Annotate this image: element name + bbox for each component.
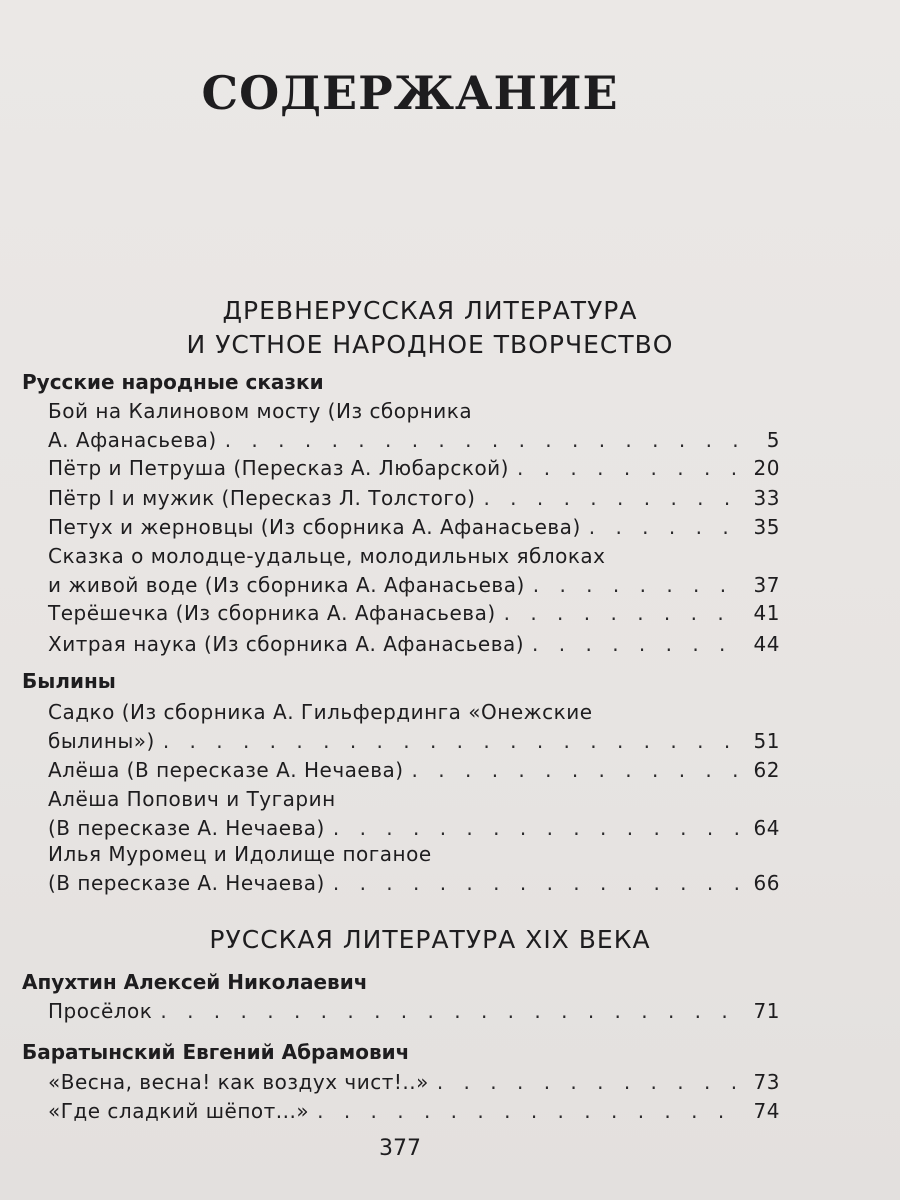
dot-leader (225, 426, 746, 455)
dot-leader (437, 1068, 746, 1097)
dot-leader (160, 997, 745, 1026)
entry-title-line: Садко (Из сборника А. Гильфердинга «Онежские (48, 700, 593, 724)
entry-title: (В пересказе А. Нечаева) (48, 871, 325, 895)
toc-entry[interactable] (48, 698, 780, 756)
toc-entry[interactable] (48, 630, 780, 659)
dot-leader (483, 484, 745, 513)
entry-page-number: 44 (753, 632, 780, 656)
toc-entry[interactable] (48, 513, 780, 542)
entry-title: Пётр и Петруша (Пересказ А. Любарской) (48, 456, 509, 480)
entry-page-number: 41 (753, 601, 780, 625)
toc-entry[interactable] (48, 599, 780, 628)
entry-title: Хитрая наука (Из сборника А. Афанасьева) (48, 632, 525, 656)
section-heading-line: РУССКАЯ ЛИТЕРАТУРА XIX ВЕКА (209, 925, 651, 954)
entry-title: «Где сладкий шёпот...» (48, 1099, 310, 1123)
entry-page-number: 66 (753, 871, 780, 895)
entry-title-line: Алёша Попович и Тугарин (48, 787, 336, 811)
toc-entry[interactable] (48, 1068, 780, 1097)
entry-title: Просёлок (48, 999, 153, 1023)
entry-title: А. Афанасьева) (48, 428, 217, 452)
group-heading-byliny: Былины (22, 669, 116, 693)
toc-entry[interactable] (48, 484, 780, 513)
dot-leader (532, 630, 746, 659)
page-number: 377 (379, 1136, 421, 1161)
page-title: СОДЕРЖАНИЕ (201, 66, 619, 120)
entry-page-number: 33 (753, 486, 780, 510)
entry-page-number: 62 (753, 758, 780, 782)
dot-leader (333, 814, 746, 843)
entry-title: Петух и жерновцы (Из сборника А. Афанасьева) (48, 515, 581, 539)
toc-entry[interactable] (48, 840, 780, 898)
toc-entry[interactable] (48, 756, 780, 785)
entry-page-number: 5 (766, 428, 780, 452)
section-heading-old-russian (0, 294, 860, 362)
entry-title: Терёшечка (Из сборника А. Афанасьева) (48, 601, 496, 625)
dot-leader (317, 1097, 745, 1126)
entry-title: и живой воде (Из сборника А. Афанасьева) (48, 573, 525, 597)
entry-page-number: 37 (753, 573, 780, 597)
toc-entry[interactable] (48, 454, 780, 483)
entry-title: Алёша (В пересказе А. Нечаева) (48, 758, 404, 782)
dot-leader (504, 599, 746, 628)
dot-leader (333, 869, 746, 898)
entry-page-number: 74 (753, 1099, 780, 1123)
entry-page-number: 51 (753, 729, 780, 753)
section-heading-line: И УСТНОЕ НАРОДНОЕ ТВОРЧЕСТВО (186, 330, 674, 359)
author-heading-baratynsky: Баратынский Евгений Абрамович (22, 1040, 410, 1064)
toc-entry[interactable] (48, 1097, 780, 1126)
toc-entry[interactable] (48, 397, 780, 455)
dot-leader (589, 513, 746, 542)
entry-page-number: 20 (753, 456, 780, 480)
toc-entry[interactable] (48, 997, 780, 1026)
entry-title-line: Илья Муромец и Идолище поганое (48, 842, 432, 866)
section-heading-19th-century (0, 923, 860, 957)
dot-leader (517, 454, 746, 483)
entry-title-line: Бой на Калиновом мосту (Из сборника (48, 399, 473, 423)
entry-title: «Весна, весна! как воздух чист!..» (48, 1070, 429, 1094)
author-heading-apukhtin: Апухтин Алексей Николаевич (22, 970, 368, 994)
entry-title: Пётр I и мужик (Пересказ Л. Толстого) (48, 486, 476, 510)
entry-page-number: 73 (753, 1070, 780, 1094)
entry-page-number: 64 (753, 816, 780, 840)
dot-leader (412, 756, 746, 785)
toc-entry[interactable] (48, 542, 780, 600)
entry-title: (В пересказе А. Нечаева) (48, 816, 325, 840)
group-heading-folk-tales: Русские народные сказки (22, 370, 324, 394)
toc-entry[interactable] (48, 785, 780, 843)
entry-page-number: 35 (753, 515, 780, 539)
section-heading-line: ДРЕВНЕРУССКАЯ ЛИТЕРАТУРА (222, 296, 638, 325)
dot-leader (163, 727, 746, 756)
entry-page-number: 71 (753, 999, 780, 1023)
entry-title-line: Сказка о молодце-удальце, молодильных яблоках (48, 544, 606, 568)
entry-title: былины») (48, 729, 155, 753)
dot-leader (533, 571, 746, 600)
